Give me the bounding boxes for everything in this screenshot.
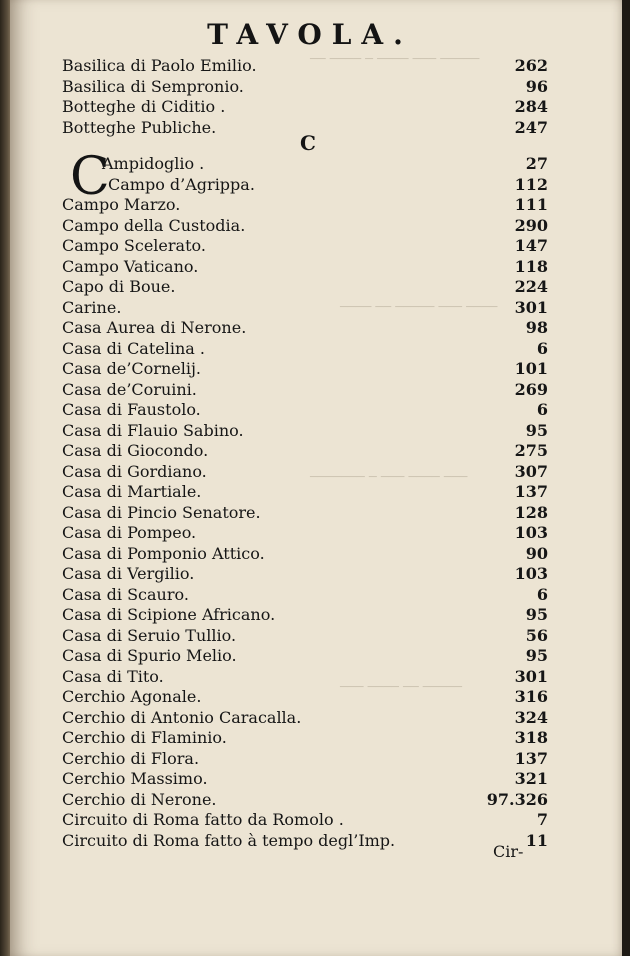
book-page xyxy=(10,0,622,956)
index-entry xyxy=(102,154,548,174)
index-entry xyxy=(62,708,548,728)
entry-page-number: 27 xyxy=(525,154,548,173)
index-entry xyxy=(62,400,548,420)
entry-title: Casa di Faustolo. xyxy=(62,400,201,419)
entry-page-number: 301 xyxy=(514,297,548,317)
entry-page-number: 11 xyxy=(525,830,548,850)
entry-title: Casa di Spurio Melio. xyxy=(62,646,237,665)
entry-page-number: 97.326 xyxy=(486,789,548,809)
entry-page-number: 269 xyxy=(514,379,548,399)
entry-page-number: 316 xyxy=(514,687,548,706)
bleed-through-text: ───── ─── ──── ─ ──── ── xyxy=(310,52,480,67)
entry-page-number: 137 xyxy=(514,482,548,501)
entry-page-number: 101 xyxy=(514,359,548,378)
entry-title: Casa di Seruio Tullio. xyxy=(62,625,237,645)
entry-page-number: 95 xyxy=(525,646,548,665)
entry-page-number: 96 xyxy=(525,76,548,96)
entry-page-number: 284 xyxy=(514,97,548,116)
bleed-through-text: ─── ──── ─── ─ ─────── xyxy=(310,470,468,485)
index-entry xyxy=(62,441,548,461)
index-entry xyxy=(62,564,548,584)
entry-title: Botteghe di Ciditio . xyxy=(62,97,226,116)
entry-title: Cerchio di Flaminio. xyxy=(62,728,227,747)
entry-page-number: 118 xyxy=(514,256,548,276)
entry-page-number: 103 xyxy=(514,564,548,583)
section-letter-heading: C xyxy=(300,131,316,155)
index-entry xyxy=(62,503,548,523)
index-entry xyxy=(62,523,548,543)
entry-title: Botteghe Publiche. xyxy=(62,117,217,137)
entry-title: Circuito di Roma fatto à tempo degl’Imp. xyxy=(62,830,396,850)
index-entry xyxy=(62,646,548,666)
entry-title: Casa di Scipione Africano. xyxy=(62,605,276,624)
entry-page-number: 111 xyxy=(514,195,548,214)
entry-title: Campo Marzo. xyxy=(62,195,181,214)
entry-page-number: 301 xyxy=(514,666,548,686)
entry-page-number: 147 xyxy=(514,236,548,255)
entry-title: Campo Vaticano. xyxy=(62,256,199,276)
entry-title: Capo di Boue. xyxy=(62,277,176,296)
entry-title: Casa de’Coruini. xyxy=(62,379,197,399)
index-entry xyxy=(62,421,548,441)
entry-title: Casa di Martiale. xyxy=(62,482,202,501)
entry-title: Ampidoglio . xyxy=(102,154,205,173)
entry-title: Cerchio Massimo. xyxy=(62,769,208,788)
entry-page-number: 56 xyxy=(525,625,548,645)
entry-page-number: 224 xyxy=(514,277,548,296)
index-entry xyxy=(62,687,548,707)
entry-title: Casa di Giocondo. xyxy=(62,441,209,460)
index-entry xyxy=(62,298,548,318)
index-entry xyxy=(62,544,548,564)
entry-page-number: 137 xyxy=(514,748,548,768)
entry-page-number: 262 xyxy=(514,56,548,75)
index-entry xyxy=(62,277,548,297)
entry-title: Cerchio di Flora. xyxy=(62,748,200,768)
entry-title: Casa di Tito. xyxy=(62,666,164,686)
entry-page-number: 275 xyxy=(514,441,548,460)
index-entry xyxy=(62,749,548,769)
entry-page-number: 247 xyxy=(514,117,548,137)
index-entry xyxy=(62,605,548,625)
index-entry xyxy=(62,585,548,605)
index-entry xyxy=(62,831,548,851)
entry-page-number: 95 xyxy=(525,420,548,440)
entry-title: Basilica di Paolo Emilio. xyxy=(62,56,257,75)
entry-page-number: 324 xyxy=(514,707,548,727)
index-entry xyxy=(62,482,548,502)
entry-page-number: 98 xyxy=(525,318,548,337)
index-entry xyxy=(62,810,548,830)
entry-page-number: 103 xyxy=(514,523,548,542)
index-entry xyxy=(62,626,548,646)
index-entry xyxy=(108,175,548,195)
index-entry xyxy=(62,462,548,482)
entry-title: Casa di Vergilio. xyxy=(62,564,195,583)
index-entry xyxy=(62,339,548,359)
entry-page-number: 6 xyxy=(536,584,548,604)
drop-capital: C xyxy=(70,147,110,207)
entry-title: Casa di Gordiano. xyxy=(62,461,207,481)
index-entry xyxy=(62,236,548,256)
entry-title: Casa de’Cornelij. xyxy=(62,359,201,378)
entry-title: Casa di Flauio Sabino. xyxy=(62,420,244,440)
entry-title: Casa di Scauro. xyxy=(62,584,189,604)
entry-title: Casa di Catelina . xyxy=(62,338,205,358)
entry-page-number: 90 xyxy=(525,543,548,563)
index-entry xyxy=(62,667,548,687)
page-title: TAVOLA. xyxy=(207,18,413,51)
index-entry xyxy=(62,216,548,236)
index-entry xyxy=(62,56,548,76)
entry-title: Cerchio Agonale. xyxy=(62,687,202,706)
entry-title: Campo Scelerato. xyxy=(62,236,206,255)
catchword: Cir- xyxy=(493,842,524,861)
entry-page-number: 7 xyxy=(536,810,548,829)
entry-title: Campo d’Agrippa. xyxy=(108,174,255,194)
index-entry xyxy=(62,380,548,400)
entry-title: Casa di Pompeo. xyxy=(62,523,197,542)
index-entry xyxy=(62,728,548,748)
index-entry xyxy=(62,769,548,789)
bleed-through-text: ───── ── ──── ─── xyxy=(340,680,462,695)
entry-title: Cerchio di Antonio Caracalla. xyxy=(62,707,302,727)
entry-title: Casa di Pincio Senatore. xyxy=(62,502,261,522)
index-entry xyxy=(62,318,548,338)
entry-page-number: 112 xyxy=(514,174,548,194)
index-entry xyxy=(62,77,548,97)
bleed-through-text: ──── ─── ───── ── ──── xyxy=(340,300,498,315)
entry-title: Circuito di Roma fatto da Romolo . xyxy=(62,810,344,829)
entry-title: Cerchio di Nerone. xyxy=(62,789,217,809)
entry-page-number: 128 xyxy=(514,502,548,522)
entry-page-number: 95 xyxy=(525,605,548,624)
index-entry xyxy=(62,97,548,117)
entry-title: Casa di Pomponio Attico. xyxy=(62,543,265,563)
entry-page-number: 318 xyxy=(514,728,548,747)
entry-title: Basilica di Sempronio. xyxy=(62,76,244,96)
entry-page-number: 290 xyxy=(514,215,548,235)
entry-page-number: 6 xyxy=(536,400,548,419)
index-entry xyxy=(62,790,548,810)
index-entry xyxy=(62,359,548,379)
entry-page-number: 6 xyxy=(536,338,548,358)
entry-page-number: 321 xyxy=(514,769,548,788)
index-entry xyxy=(62,257,548,277)
entry-page-number: 307 xyxy=(514,461,548,481)
entry-title: Casa Aurea di Nerone. xyxy=(62,318,247,337)
entry-title: Carine. xyxy=(62,297,122,317)
index-entry xyxy=(62,195,548,215)
entry-title: Campo della Custodia. xyxy=(62,215,246,235)
